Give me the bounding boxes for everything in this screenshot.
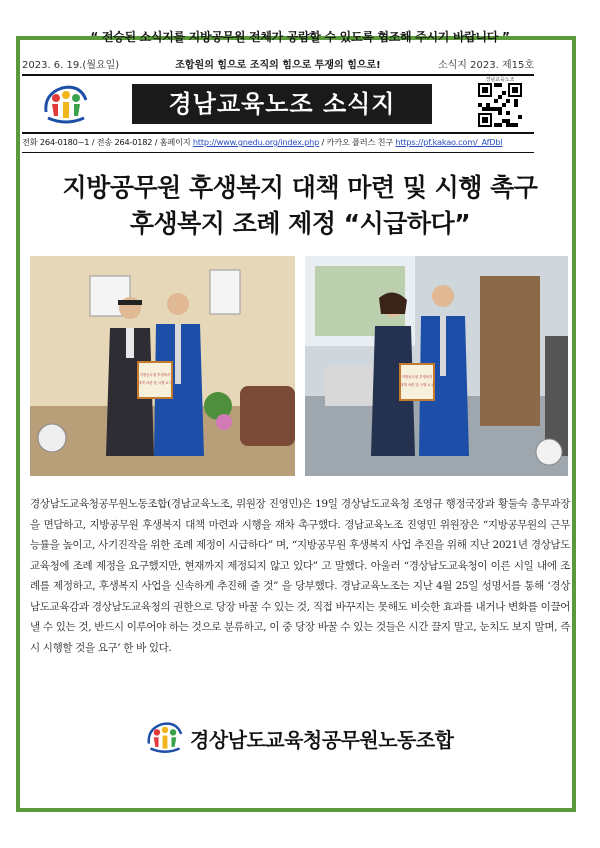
issue-date: 2023. 6. 19.(월요일) xyxy=(22,60,120,71)
footer xyxy=(0,716,600,760)
union-logo-icon xyxy=(40,82,92,128)
kakao-label: / 카카오 플러스 친구 xyxy=(319,137,396,147)
article-body: 경상남도교육청공무원노동조합(경남교육노조, 위원장 진영민)은 19일 경상남도교육청 조영규 행정국장과 황둘숙 총무과장을 면담하고, 지방공무원 후생복지 대책 마련과 시행을 재차 촉구했다. 경남교육노조 진영민 위원장은 “지방공무원의 근무 능률을 높이고, 사기진작을 위한 조례 제정이 시급하다” 며, “지방공무원 후생복지 사업 추진을 위해 지난 2021년 경상남도교육청에 조례 제정을 요구했지만, 현재까지 제정되지 않고 있다” 고 말했다. 아울러 “경상남도교육청이 이른 시일 내에 조례를 제정하고, 후생복지 사업을 신속하게 추진해 줄 것” 을 당부했다. 경남교육노조는 지난 4월 25일 성명서를 통해 ‘경상남도교육감과 경상남도교육청의 권한으로 당장 바꿀 수 있는 것, 직접 바꾸지는 못해도 비슷한 효과를 내거나 변화를 이끌어 낼 수 있는 것, 반드시 이루어야 하는 것으로 분류하고, 이 중 당장 바꿀 수 있는 것들은 시간 끌지 말고, 눈치도 보지 말며, 즉시 시행할 것을 요구’ 한 바 있다. xyxy=(30,498,570,654)
masthead-title: 경남교육노조 소식지 xyxy=(132,84,432,124)
svg-text:대책 마련 및 시행 요구: 대책 마련 및 시행 요구 xyxy=(138,381,172,385)
qr-code-icon xyxy=(478,83,522,127)
masthead xyxy=(22,74,534,134)
qr-code[interactable] xyxy=(474,76,526,132)
union-logo-icon xyxy=(144,718,186,758)
homepage-link[interactable]: http://www.gnedu.org/index.php xyxy=(192,137,320,147)
footer-org-name: 경상남도교육청공무원노동조합 xyxy=(190,728,454,752)
headline-line-1: 지방공무원 후생복지 대책 마련 및 시행 촉구 xyxy=(62,173,538,202)
svg-text:대책 마련 및 시행 요구: 대책 마련 및 시행 요구 xyxy=(400,383,434,387)
issue-number: 소식지 2023. 제15호 xyxy=(437,60,534,71)
contact-line xyxy=(22,137,534,148)
headline-line-2: 후생복지 조례 제정 “시급하다” xyxy=(129,209,471,238)
svg-text:지방공무원 후생복지: 지방공무원 후생복지 xyxy=(401,375,433,379)
meeting-photo-right xyxy=(305,256,568,476)
dateline xyxy=(22,56,534,74)
homepage-label: / 홈페이지 xyxy=(152,137,193,147)
divider xyxy=(22,152,534,153)
motto: 조합원의 힘으로 조직의 힘으로 투쟁의 힘으로! xyxy=(175,60,381,71)
slogan: “ 전승된 소식지를 지방공무원 전체가 공람할 수 있도록 협조해 주시기 바랍니다 ” xyxy=(90,30,510,44)
phone-fax: 전화 264-0180~1 / 전송 264-0182 xyxy=(22,137,153,147)
kakao-link[interactable]: https://pf.kakao.com/_AfDbl xyxy=(395,137,503,147)
meeting-photo-left xyxy=(30,256,295,476)
qr-label: 경남교육노조 xyxy=(485,77,515,83)
svg-text:지방공무원 후생복지: 지방공무원 후생복지 xyxy=(139,373,171,377)
